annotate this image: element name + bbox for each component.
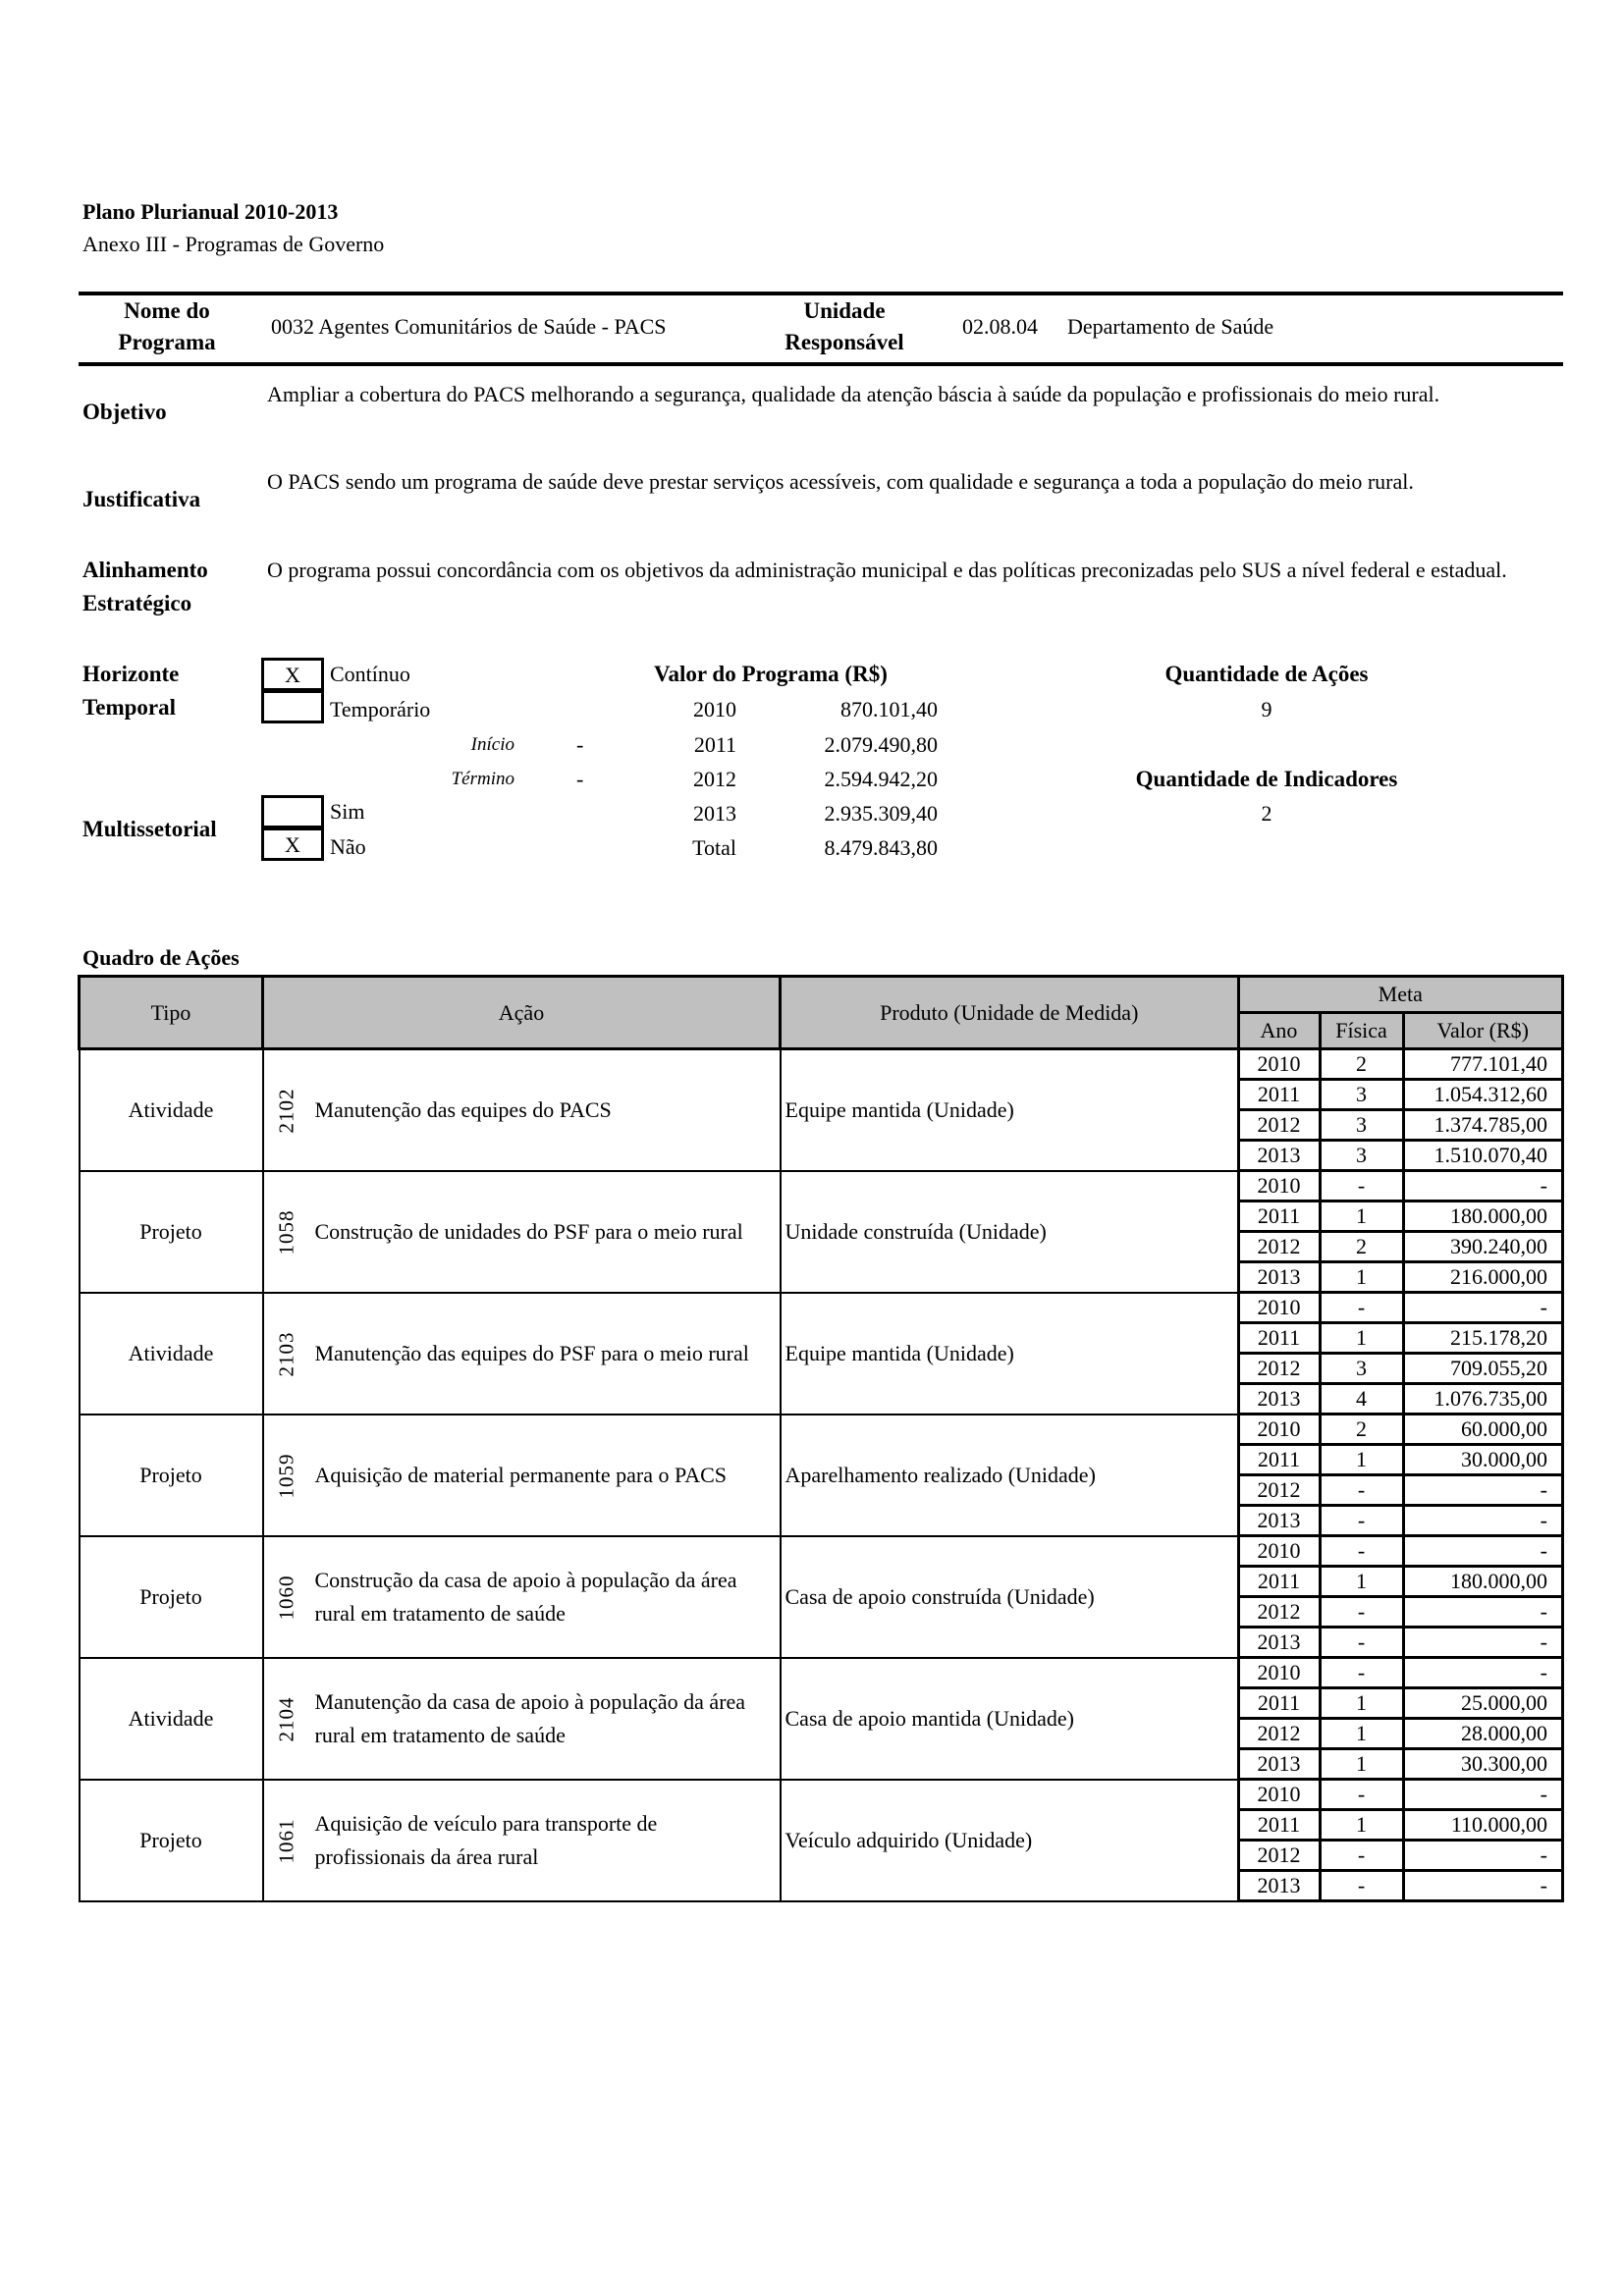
acoes-table-body [80,1049,1563,1901]
meta-fisica: 1 [1320,1688,1403,1719]
alinhamento-label-line1: Alinhamento [82,558,208,582]
alinhamento-label [82,554,208,620]
meta-ano: 2012 [1238,1597,1320,1628]
quadro-acoes-title: Quadro de Ações [82,945,240,970]
action-tipo: Atividade [80,1049,263,1171]
meta-fisica: 2 [1320,1415,1403,1445]
header-produto: Produto (Unidade de Medida) [781,977,1239,1049]
header-ano: Ano [1238,1013,1320,1049]
objetivo-text: Ampliar a cobertura do PACS melhorando a segurança, qualidade da atenção báscia à saúde da população e profissionais do meio rural. [267,382,1440,406]
temporario-label: Temporário [330,697,431,721]
meta-ano: 2010 [1238,1780,1320,1810]
meta-valor: 28.000,00 [1403,1719,1563,1749]
meta-fisica: 1 [1320,1445,1403,1475]
action-description: Aquisição de veículo para transporte de profissionais da área rural [309,1780,781,1901]
meta-fisica: 1 [1320,1567,1403,1597]
meta-valor: 1.054.312,60 [1403,1080,1563,1110]
action-code [263,1536,309,1658]
meta-fisica: - [1320,1171,1403,1201]
meta-valor: 215.178,20 [1403,1323,1563,1354]
valor-amount: 2.079.490,80 [824,732,938,757]
sim-checkbox[interactable] [261,795,324,828]
meta-valor: 60.000,00 [1403,1415,1563,1445]
meta-fisica: 4 [1320,1384,1403,1415]
nao-checkbox[interactable]: X [261,828,324,861]
meta-fisica: 1 [1320,1323,1403,1354]
action-code-text: 1059 [274,1453,298,1498]
meta-valor: - [1403,1475,1563,1506]
meta-ano: 2013 [1238,1871,1320,1901]
meta-ano: 2012 [1238,1354,1320,1384]
meta-ano: 2013 [1238,1384,1320,1415]
action-code [263,1049,309,1171]
meta-valor: 110.000,00 [1403,1810,1563,1841]
meta-ano: 2010 [1238,1536,1320,1567]
valor-amount: 2.594.942,20 [824,767,938,791]
valor-programa-title: Valor do Programa (R$) [654,662,888,686]
action-description: Manutenção da casa de apoio à população da área rural em tratamento de saúde [309,1658,781,1780]
meta-ano: 2010 [1238,1658,1320,1688]
document-subtitle: Anexo III - Programas de Governo [82,232,385,256]
valor-year: 2012 [693,767,736,791]
alinhamento-label-line2: Estratégico [82,591,192,615]
meta-fisica: 1 [1320,1749,1403,1780]
meta-valor: - [1403,1536,1563,1567]
meta-fisica: - [1320,1597,1403,1628]
action-code-text: 2104 [274,1696,298,1741]
valor-year: 2013 [693,801,736,826]
meta-ano: 2012 [1238,1232,1320,1262]
valor-year: 2010 [693,697,736,721]
meta-ano: 2012 [1238,1110,1320,1141]
meta-row [80,1415,1563,1445]
meta-ano: 2013 [1238,1262,1320,1293]
meta-ano: 2010 [1238,1293,1320,1323]
meta-fisica: 2 [1320,1232,1403,1262]
meta-ano: 2013 [1238,1141,1320,1171]
action-code-text: 1058 [274,1209,298,1255]
meta-valor: - [1403,1780,1563,1810]
meta-fisica: 1 [1320,1810,1403,1841]
sim-label: Sim [330,799,365,824]
action-code [263,1293,309,1415]
action-produto: Aparelhamento realizado (Unidade) [781,1415,1239,1536]
meta-ano: 2011 [1238,1688,1320,1719]
meta-valor: - [1403,1841,1563,1871]
meta-ano: 2010 [1238,1171,1320,1201]
meta-valor: 1.076.735,00 [1403,1384,1563,1415]
meta-valor: - [1403,1597,1563,1628]
programa-value: 0032 Agentes Comunitários de Saúde - PACS [271,314,667,339]
termino-label: Término [451,769,514,789]
quantidade-acoes-label: Quantidade de Ações [1164,662,1369,686]
action-produto: Veículo adquirido (Unidade) [781,1780,1239,1901]
valor-total-label: Total [692,835,736,860]
action-code [263,1658,309,1780]
action-produto: Equipe mantida (Unidade) [781,1049,1239,1171]
inicio-value: - [576,732,584,757]
meta-valor: - [1403,1293,1563,1323]
program-header [79,292,1563,366]
header-fisica: Física [1320,1013,1403,1049]
meta-fisica: - [1320,1658,1403,1688]
action-code-text: 1060 [274,1575,298,1620]
meta-ano: 2012 [1238,1841,1320,1871]
horizonte-label-line1: Horizonte [82,662,180,686]
meta-ano: 2013 [1238,1506,1320,1536]
meta-ano: 2011 [1238,1323,1320,1354]
action-code-text: 2103 [274,1331,298,1376]
valor-total-amount: 8.479.843,80 [824,835,938,860]
meta-valor: 180.000,00 [1403,1201,1563,1232]
meta-fisica: - [1320,1780,1403,1810]
continuo-label: Contínuo [330,662,410,686]
termino-value: - [576,767,584,791]
inicio-label: Início [470,734,514,755]
meta-ano: 2011 [1238,1445,1320,1475]
unidade-code: 02.08.04 [962,314,1038,339]
action-code-text: 1061 [274,1818,298,1863]
justificativa-label: Justificativa [82,487,201,511]
meta-fisica: - [1320,1536,1403,1567]
unidade-label-line1: Unidade [803,298,886,323]
valor-amount: 870.101,40 [840,697,938,721]
action-produto: Casa de apoio mantida (Unidade) [781,1658,1239,1780]
quantidade-indicadores-value: 2 [1261,801,1272,826]
meta-fisica: 1 [1320,1719,1403,1749]
nome-label-line1: Nome do [124,298,210,323]
nome-programa-label [79,295,255,358]
continuo-checkbox[interactable]: X [261,658,324,691]
meta-ano: 2011 [1238,1201,1320,1232]
header-tipo: Tipo [80,977,263,1049]
action-tipo: Atividade [80,1658,263,1780]
action-code [263,1780,309,1901]
meta-valor: 709.055,20 [1403,1354,1563,1384]
meta-fisica: - [1320,1506,1403,1536]
action-description: Construção de unidades do PSF para o meio rural [309,1171,781,1293]
meta-ano: 2012 [1238,1475,1320,1506]
meta-row [80,1658,1563,1688]
acoes-table [78,975,1564,1902]
meta-row [80,1293,1563,1323]
temporario-checkbox[interactable] [261,690,324,723]
unidade-responsavel-label [766,295,923,358]
meta-valor: - [1403,1871,1563,1901]
meta-ano: 2013 [1238,1749,1320,1780]
action-tipo: Projeto [80,1536,263,1658]
meta-ano: 2010 [1238,1415,1320,1445]
header-valor: Valor (R$) [1403,1013,1563,1049]
document-title: Plano Plurianual 2010-2013 [82,199,339,224]
meta-valor: 390.240,00 [1403,1232,1563,1262]
unidade-label-line2: Responsável [784,330,904,354]
meta-ano: 2011 [1238,1567,1320,1597]
valor-year: 2011 [693,732,736,757]
action-description: Aquisição de material permanente para o PACS [309,1415,781,1536]
meta-fisica: 3 [1320,1080,1403,1110]
action-tipo: Projeto [80,1415,263,1536]
meta-fisica: 2 [1320,1049,1403,1080]
unidade-nome: Departamento de Saúde [1067,314,1274,339]
meta-ano: 2011 [1238,1810,1320,1841]
action-code [263,1171,309,1293]
action-tipo: Projeto [80,1780,263,1901]
meta-valor: - [1403,1658,1563,1688]
action-description: Manutenção das equipes do PSF para o meio rural [309,1293,781,1415]
meta-valor: - [1403,1171,1563,1201]
meta-valor: 25.000,00 [1403,1688,1563,1719]
meta-fisica: - [1320,1475,1403,1506]
action-tipo: Atividade [80,1293,263,1415]
nao-label: Não [330,834,366,859]
meta-fisica: - [1320,1628,1403,1658]
action-produto: Casa de apoio construída (Unidade) [781,1536,1239,1658]
quantidade-acoes-value: 9 [1261,697,1272,721]
meta-fisica: 3 [1320,1110,1403,1141]
meta-fisica: - [1320,1841,1403,1871]
meta-fisica: - [1320,1293,1403,1323]
action-tipo: Projeto [80,1171,263,1293]
meta-ano: 2010 [1238,1049,1320,1080]
meta-row [80,1171,1563,1201]
meta-ano: 2012 [1238,1719,1320,1749]
action-description: Manutenção das equipes do PACS [309,1049,781,1171]
nome-label-line2: Programa [118,330,216,354]
meta-valor: 1.510.070,40 [1403,1141,1563,1171]
meta-valor: - [1403,1628,1563,1658]
action-code [263,1415,309,1536]
action-description: Construção da casa de apoio à população da área rural em tratamento de saúde [309,1536,781,1658]
valor-amount: 2.935.309,40 [824,801,938,826]
justificativa-text: O PACS sendo um programa de saúde deve prestar serviços acessíveis, com qualidade e segurança a toda a população do meio rural. [267,469,1414,494]
header-acao: Ação [263,977,781,1049]
meta-fisica: 1 [1320,1262,1403,1293]
meta-valor: 216.000,00 [1403,1262,1563,1293]
meta-valor: 777.101,40 [1403,1049,1563,1080]
meta-valor: 1.374.785,00 [1403,1110,1563,1141]
meta-fisica: 3 [1320,1141,1403,1171]
multissetorial-label: Multissetorial [82,817,217,841]
action-produto: Unidade construída (Unidade) [781,1171,1239,1293]
meta-row [80,1049,1563,1080]
objetivo-label: Objetivo [82,400,167,424]
alinhamento-text: O programa possui concordância com os objetivos da administração municipal e das políticas preconizadas pelo SUS a nível federal e estadual. [267,558,1507,582]
meta-valor: 30.300,00 [1403,1749,1563,1780]
horizonte-label-line2: Temporal [82,695,176,720]
meta-row [80,1780,1563,1810]
horizonte-label [82,658,179,724]
quantidade-indicadores-label: Quantidade de Indicadores [1135,767,1398,791]
meta-row [80,1536,1563,1567]
meta-valor: - [1403,1506,1563,1536]
meta-ano: 2011 [1238,1080,1320,1110]
meta-ano: 2013 [1238,1628,1320,1658]
meta-fisica: - [1320,1871,1403,1901]
action-code-text: 2102 [274,1088,298,1134]
action-produto: Equipe mantida (Unidade) [781,1293,1239,1415]
meta-valor: 180.000,00 [1403,1567,1563,1597]
meta-fisica: 3 [1320,1354,1403,1384]
header-meta: Meta [1238,977,1563,1013]
meta-fisica: 1 [1320,1201,1403,1232]
meta-valor: 30.000,00 [1403,1445,1563,1475]
